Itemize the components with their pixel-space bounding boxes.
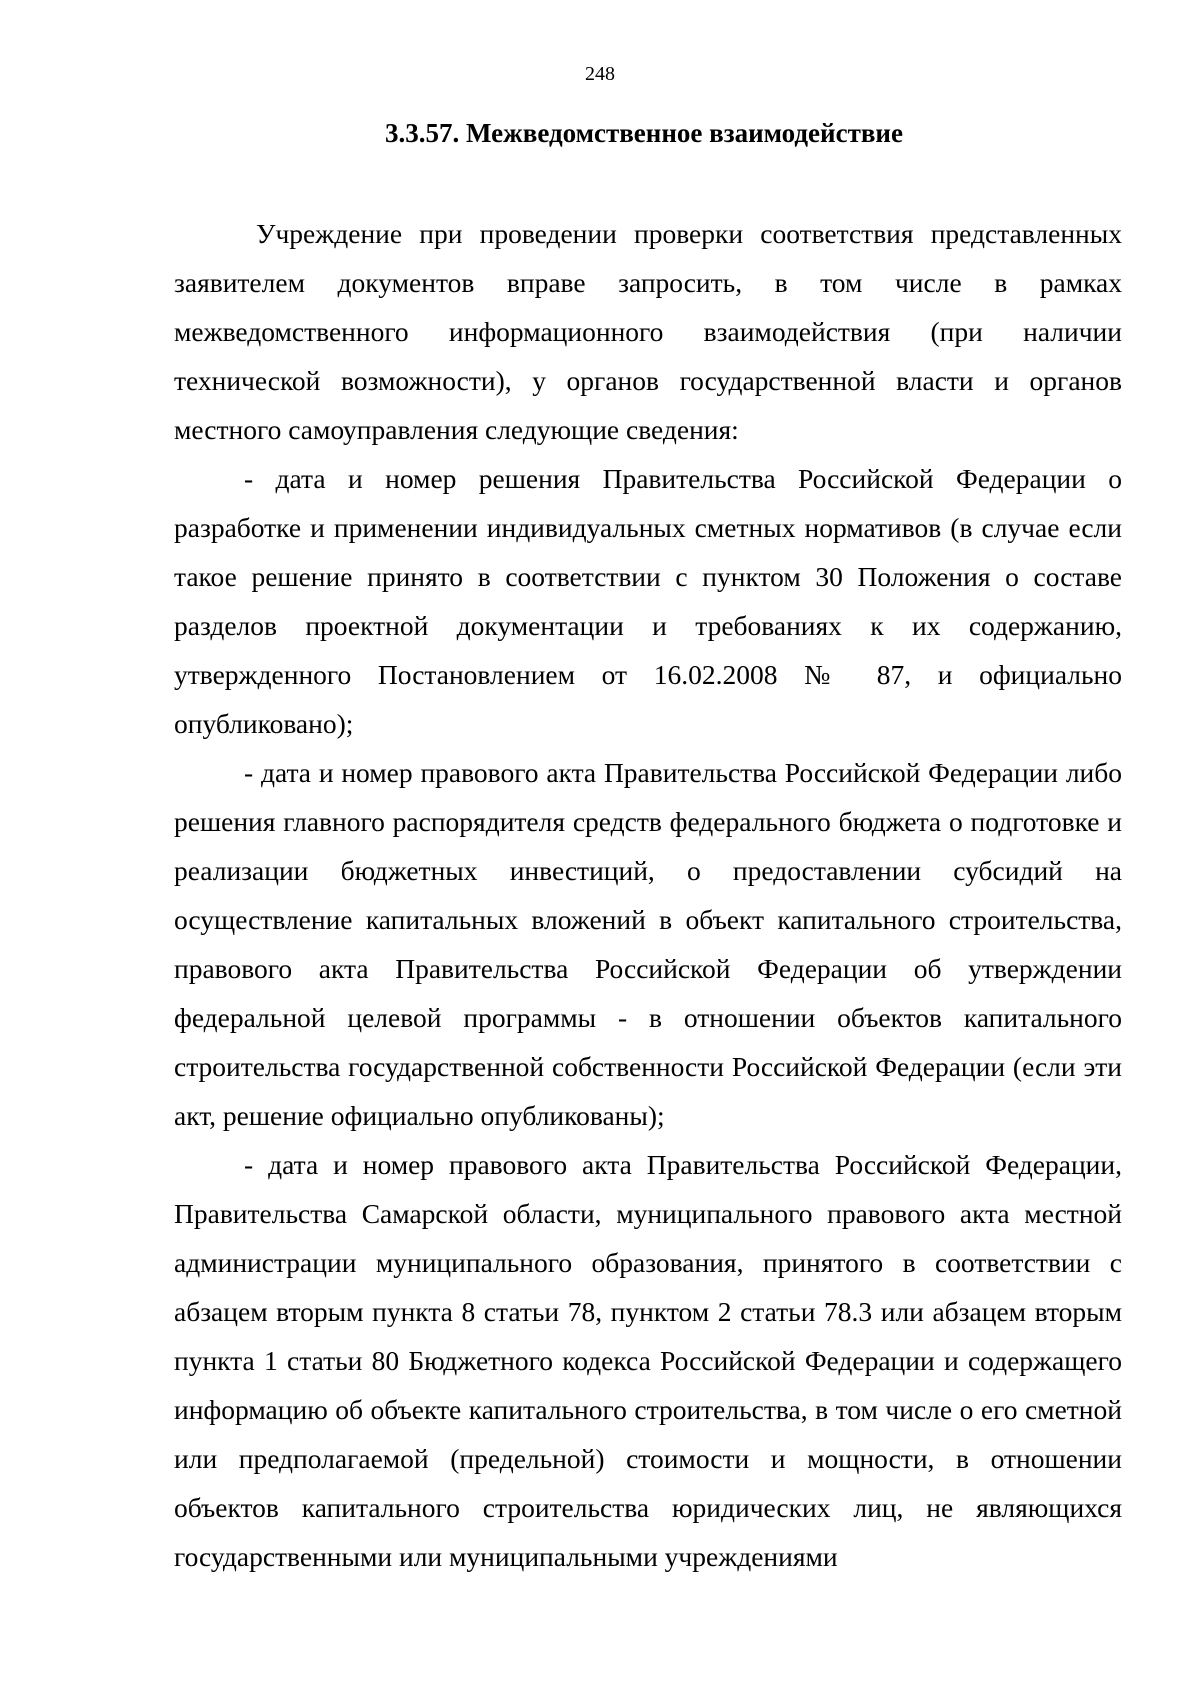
- page-number: 248: [585, 63, 615, 85]
- paragraph-item-1: - дата и номер решения Правительства Российской Федерации о разработке и применении индивидуальных сметных нормативов (в случае если такое решение принято в соответствии с пунктом 30 Положения о составе разделов проектной документации и требованиях к их содержанию, утвержденного Постановлением от 16.02.2008 № 87, и официально опубликовано);: [174, 463, 1122, 739]
- paragraph-intro: Учреждение при проведении проверки соответствия представленных заявителем документов вправе запросить, в том числе в рамках межведомственного информационного взаимодействия (при наличии технической возможности), у органов государственной власти и органов местного самоуправления следующие сведения:: [174, 218, 1122, 445]
- paragraph-item-2: - дата и номер правового акта Правительства Российской Федерации либо решения главного распорядителя средств федерального бюджета о подготовке и реализации бюджетных инвестиций, о предоставлении субсидий на осуществление капитальных вложений в объект капитального строительства, правового акта Правительства Российской Федерации об утверждении федеральной целевой программы - в отношении объектов капитального строительства государственной собственности Российской Федерации (если эти акт, решение официально опубликованы);: [174, 757, 1122, 1131]
- body-text: [174, 209, 1122, 1581]
- paragraph-item-3: - дата и номер правового акта Правительства Российской Федерации, Правительства Самарской области, муниципального правового акта местной администрации муниципального образования, принятого в соответствии с абзацем вторым пункта 8 статьи 78, пунктом 2 статьи 78.3 или абзацем вторым пункта 1 статьи 80 Бюджетного кодекса Российской Федерации и содержащего информацию об объекте капитального строительства, в том числе о его сметной или предполагаемой (предельной) стоимости и мощности, в отношении объектов капитального строительства юридических лиц, не являющихся государственными или муниципальными учреждениями: [174, 1149, 1122, 1572]
- section-heading: 3.3.57. Межведомственное взаимодействие: [385, 118, 903, 148]
